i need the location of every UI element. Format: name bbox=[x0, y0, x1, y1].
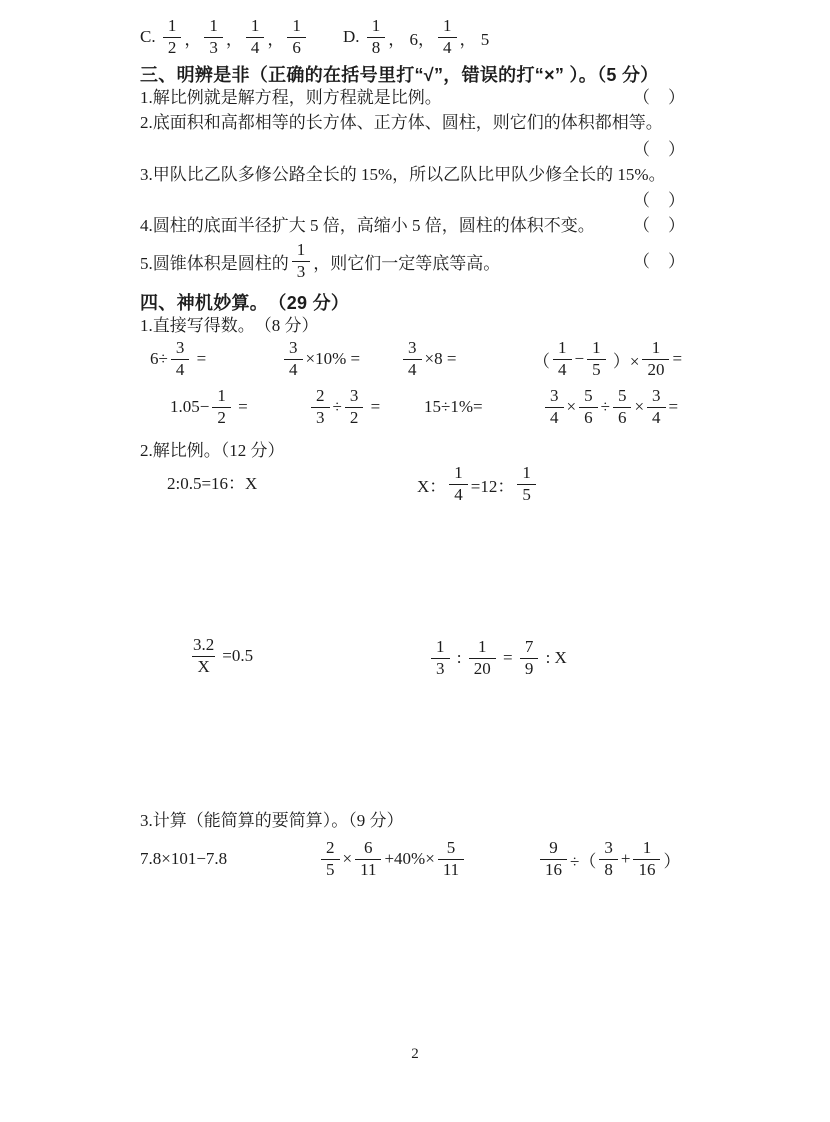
fraction-numerator: 3 bbox=[349, 386, 359, 406]
section3-title: 三、明辨是非（正确的在括号里打“√”，错误的打“×” ）。（5 分） bbox=[140, 65, 659, 85]
fraction-denominator: 16 bbox=[633, 859, 660, 880]
fraction-denominator: 5 bbox=[321, 859, 340, 880]
fraction-numerator: 1 bbox=[292, 16, 301, 36]
bracket-close: ） bbox=[668, 216, 685, 235]
math-text: ×8 = bbox=[424, 349, 457, 368]
fraction-denominator: X bbox=[192, 656, 214, 677]
math-text: ×10% = bbox=[305, 349, 361, 368]
fraction-denominator: 6 bbox=[613, 407, 632, 428]
fraction-denominator: 16 bbox=[540, 859, 567, 880]
fraction bbox=[545, 386, 564, 428]
math-text: : bbox=[452, 648, 466, 667]
math-text: 15÷1%= bbox=[424, 397, 483, 416]
fraction-denominator: 4 bbox=[545, 407, 564, 428]
fraction-denominator: 2 bbox=[212, 407, 231, 428]
math-text: 7.8×101−7.8 bbox=[140, 849, 228, 868]
fraction bbox=[321, 838, 340, 880]
fraction bbox=[438, 838, 464, 880]
mental-expr-8 bbox=[542, 384, 678, 430]
proportion-2 bbox=[417, 460, 539, 508]
fraction-numerator: 2 bbox=[326, 838, 335, 858]
fraction bbox=[599, 838, 618, 880]
fraction-denominator: 4 bbox=[553, 359, 572, 380]
math-text: × bbox=[566, 397, 577, 416]
option-c-row bbox=[140, 14, 309, 60]
math-text: ， bbox=[225, 29, 243, 49]
fraction-numerator: 6 bbox=[364, 838, 373, 858]
math-text: ， 5 bbox=[459, 29, 490, 49]
bracket-close: ） bbox=[668, 252, 685, 271]
fraction-numerator: 2 bbox=[316, 386, 325, 406]
bracket-open: （ bbox=[633, 216, 650, 235]
fraction-denominator: 11 bbox=[438, 859, 464, 880]
proportion-4 bbox=[428, 634, 567, 682]
fraction-denominator: 3 bbox=[204, 37, 223, 58]
math-text: ，则它们一定等底等高。 bbox=[313, 253, 501, 273]
section4-title: 四、神机妙算。 （29 分） bbox=[140, 293, 350, 313]
question-4: 4.圆柱的底面半径扩大 5 倍，高缩小 5 倍，圆柱的体积不变。 bbox=[140, 216, 595, 235]
math-text: = bbox=[668, 397, 679, 416]
fraction-denominator: 3 bbox=[311, 407, 330, 428]
fraction-denominator: 8 bbox=[367, 37, 386, 58]
fraction-denominator: 2 bbox=[163, 37, 182, 58]
fraction-numerator: 1 bbox=[436, 637, 445, 657]
fraction bbox=[449, 463, 468, 505]
fraction-numerator: 1 bbox=[209, 16, 218, 36]
math-text: ）× bbox=[608, 351, 640, 371]
fraction-denominator: 4 bbox=[284, 359, 303, 380]
math-text: ， bbox=[184, 29, 202, 49]
fraction-denominator: 4 bbox=[438, 37, 457, 58]
question-2: 2.底面积和高都相等的长方体、正方体、圆柱，则它们的体积都相等。 bbox=[140, 113, 663, 132]
fraction-denominator: 20 bbox=[642, 359, 669, 380]
fraction bbox=[613, 386, 632, 428]
fraction-numerator: 1 bbox=[250, 16, 260, 36]
fraction-numerator: 3.2 bbox=[193, 635, 215, 655]
math-text: 2:0.5=16：X bbox=[167, 473, 258, 493]
mental-expr-1 bbox=[150, 336, 206, 382]
math-text: （ bbox=[533, 351, 550, 371]
fraction-numerator: 1 bbox=[651, 338, 661, 358]
math-text: = bbox=[498, 648, 517, 667]
fraction-denominator: 2 bbox=[345, 407, 364, 428]
fraction-numerator: 1 bbox=[443, 16, 452, 36]
fraction-numerator: 5 bbox=[584, 386, 593, 406]
fraction-numerator: 1 bbox=[477, 637, 487, 657]
fraction-numerator: 1 bbox=[167, 16, 177, 36]
fraction-numerator: 9 bbox=[549, 838, 558, 858]
fraction-denominator: 4 bbox=[246, 37, 265, 58]
fraction-numerator: 7 bbox=[524, 637, 534, 657]
mental-expr-6 bbox=[308, 384, 380, 430]
bracket-open: （ bbox=[633, 252, 650, 271]
fraction bbox=[469, 637, 496, 679]
fraction-numerator: 1 bbox=[558, 338, 567, 358]
bracket-close: ） bbox=[668, 88, 685, 107]
math-text: C. bbox=[140, 27, 160, 46]
math-text: 1.05− bbox=[170, 397, 210, 416]
fraction bbox=[540, 838, 567, 880]
proportion-3 bbox=[185, 630, 253, 682]
answer-bracket-5 bbox=[633, 251, 685, 273]
math-text: = bbox=[672, 349, 683, 368]
fraction-denominator: 4 bbox=[171, 359, 190, 380]
bracket-open: （ bbox=[633, 140, 650, 159]
math-text: +40%× bbox=[384, 849, 435, 868]
fraction bbox=[587, 338, 606, 380]
math-text: ÷（ bbox=[570, 851, 597, 871]
option-d-row bbox=[343, 14, 489, 60]
fraction bbox=[579, 386, 598, 428]
fraction-denominator: 5 bbox=[587, 359, 606, 380]
answer-bracket-3 bbox=[633, 190, 685, 212]
fraction bbox=[284, 338, 303, 380]
fraction-denominator: 20 bbox=[469, 658, 496, 679]
fraction-numerator: 5 bbox=[617, 386, 627, 406]
fraction-numerator: 3 bbox=[408, 338, 417, 358]
proportion-1 bbox=[167, 466, 257, 496]
math-text: × bbox=[634, 397, 645, 416]
page-number: 2 bbox=[411, 1046, 419, 1062]
fraction bbox=[345, 386, 364, 428]
math-text: = bbox=[233, 397, 248, 416]
fraction-numerator: 1 bbox=[371, 16, 381, 36]
fraction-denominator: 4 bbox=[403, 359, 422, 380]
fraction bbox=[204, 16, 223, 58]
fraction-numerator: 1 bbox=[454, 463, 463, 483]
answer-bracket-4 bbox=[633, 215, 685, 237]
mental-expr-3 bbox=[400, 336, 456, 382]
fraction bbox=[517, 463, 536, 505]
fraction-denominator: 6 bbox=[579, 407, 598, 428]
mental-expr-4 bbox=[533, 336, 682, 382]
section4-sub2: 2.解比例。（12 分） bbox=[140, 441, 285, 460]
fraction-denominator: 6 bbox=[287, 37, 306, 58]
math-text: ÷ bbox=[600, 397, 610, 416]
fraction-denominator: 4 bbox=[647, 407, 666, 428]
math-text: =0.5 bbox=[222, 646, 254, 665]
fraction bbox=[520, 637, 539, 679]
bracket-close: ） bbox=[668, 191, 685, 210]
fraction-numerator: 3 bbox=[604, 838, 613, 858]
math-text: 6÷ bbox=[150, 349, 168, 368]
fraction-numerator: 1 bbox=[522, 463, 531, 483]
fraction bbox=[287, 16, 306, 58]
fraction-denominator: 4 bbox=[449, 484, 468, 505]
fraction-denominator: 11 bbox=[355, 859, 381, 880]
fraction bbox=[311, 386, 330, 428]
math-text: = bbox=[366, 397, 381, 416]
fraction bbox=[292, 240, 311, 282]
fraction bbox=[647, 386, 666, 428]
fraction bbox=[553, 338, 572, 380]
answer-bracket-2 bbox=[633, 139, 685, 161]
mental-expr-2 bbox=[281, 336, 360, 382]
math-text: ， 6， bbox=[388, 29, 436, 49]
fraction-denominator: 5 bbox=[517, 484, 536, 505]
math-text: D. bbox=[343, 27, 364, 46]
math-text: ÷ bbox=[332, 397, 342, 416]
math-text: ， bbox=[267, 29, 285, 49]
fraction-numerator: 3 bbox=[175, 338, 185, 358]
fraction bbox=[163, 16, 182, 58]
section4-sub3: 3.计算（能简算的要简算）。（9 分） bbox=[140, 811, 404, 830]
fraction-numerator: 1 bbox=[592, 338, 601, 358]
fraction bbox=[171, 338, 190, 380]
bracket-open: （ bbox=[633, 191, 650, 210]
math-text: 5.圆锥体积是圆柱的 bbox=[140, 253, 289, 273]
mental-expr-5 bbox=[170, 384, 248, 430]
math-text: × bbox=[342, 849, 353, 868]
fraction bbox=[246, 16, 265, 58]
question-1: 1.解比例就是解方程，则方程就是比例。 bbox=[140, 88, 442, 107]
question-5 bbox=[140, 238, 500, 284]
math-text: + bbox=[620, 849, 631, 868]
fraction bbox=[431, 637, 450, 679]
mental-expr-7 bbox=[424, 384, 483, 430]
fraction-numerator: 3 bbox=[289, 338, 298, 358]
fraction-numerator: 1 bbox=[217, 386, 226, 406]
fraction bbox=[212, 386, 231, 428]
fraction-denominator: 8 bbox=[599, 859, 618, 880]
fraction bbox=[633, 838, 660, 880]
math-text: =12： bbox=[470, 476, 515, 496]
math-text: ） bbox=[663, 851, 681, 871]
fraction-numerator: 5 bbox=[446, 838, 456, 858]
math-text: − bbox=[574, 349, 585, 368]
fraction bbox=[403, 338, 422, 380]
fraction bbox=[438, 16, 457, 58]
calc-expr-1 bbox=[140, 835, 227, 883]
fraction-denominator: 3 bbox=[431, 658, 450, 679]
math-text: X： bbox=[417, 476, 447, 496]
fraction-denominator: 3 bbox=[292, 261, 311, 282]
math-text: = bbox=[192, 349, 207, 368]
answer-bracket-1 bbox=[633, 87, 685, 109]
math-text: : X bbox=[541, 648, 567, 667]
fraction-numerator: 1 bbox=[296, 240, 306, 260]
question-3: 3.甲队比乙队多修公路全长的 15%，所以乙队比甲队少修全长的 15%。 bbox=[140, 165, 666, 184]
section4-sub1: 1.直接写得数。 （8 分） bbox=[140, 316, 319, 335]
fraction bbox=[367, 16, 386, 58]
fraction-numerator: 3 bbox=[550, 386, 559, 406]
fraction-numerator: 3 bbox=[652, 386, 661, 406]
calc-expr-3 bbox=[537, 835, 680, 883]
fraction bbox=[355, 838, 381, 880]
calc-expr-2 bbox=[318, 835, 467, 883]
fraction-numerator: 1 bbox=[642, 838, 652, 858]
fraction bbox=[642, 338, 669, 380]
fraction-denominator: 9 bbox=[520, 658, 539, 679]
bracket-close: ） bbox=[668, 140, 685, 159]
fraction bbox=[188, 635, 219, 677]
bracket-open: （ bbox=[633, 88, 650, 107]
